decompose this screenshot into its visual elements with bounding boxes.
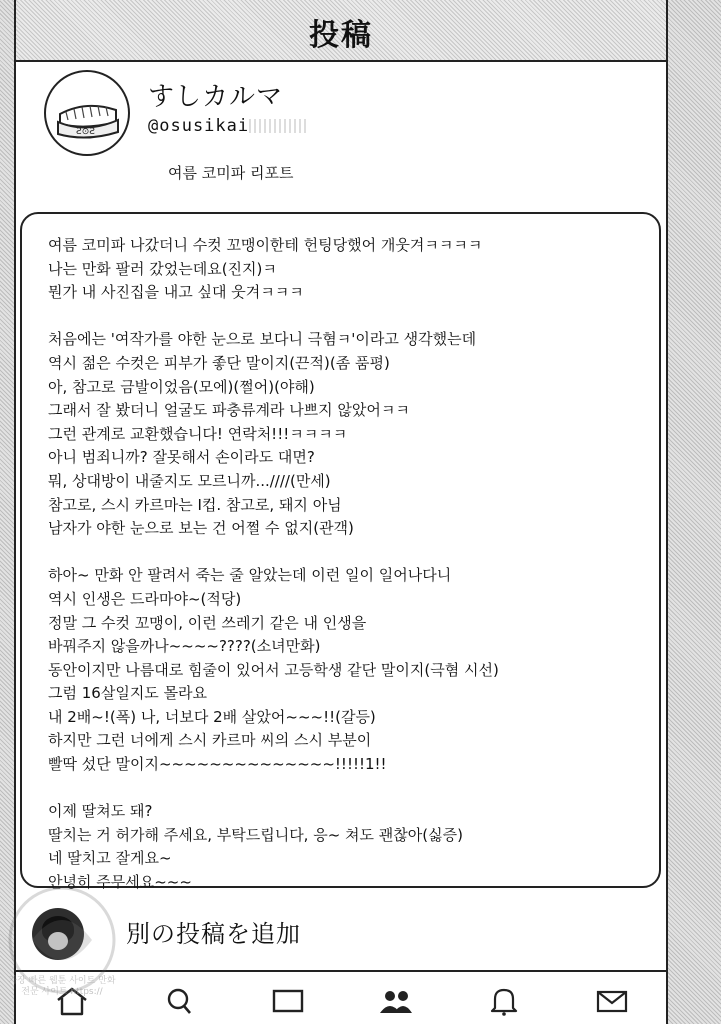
avatar [32,908,84,960]
right-screentone [668,0,721,1024]
post-line: 하아~ 만화 안 팔려서 죽는 줄 알았는데 이런 일이 일어나다니 [48,566,452,585]
user-name[interactable]: すしカルマ [148,82,284,112]
bell-icon[interactable] [486,986,522,1016]
post-line: 네 딸치고 잘게요~ [48,849,172,868]
avatar-face [48,932,68,950]
post-line [48,541,648,565]
handle-text: @osusikai [148,116,250,136]
post-line: 역시 인생은 드라마야~(적당) [48,589,242,608]
post-line: 동안이지만 나름대로 힘줄이 있어서 고등학생 같단 말이지(극혐 시선) [48,660,499,679]
people-icon[interactable] [378,986,414,1016]
post-line [48,305,648,329]
sushi-icon[interactable] [44,70,130,156]
post-summary: 여름 코미파 리포트 [168,164,294,182]
post-line: 안녕히 주무세요~~~ [48,873,192,892]
post-body [48,234,648,895]
post-line: 처음에는 '여작가를 야한 눈으로 보다니 극혐ㅋ'이라고 생각했는데 [48,330,477,349]
post-line: 그런 관계로 교환했습니다! 연락처!!!ㅋㅋㅋㅋ [48,424,348,443]
post-line: 바꿔주지 않을까나~~~~????(소녀만화) [48,637,321,656]
handle-censor [249,119,307,133]
search-icon[interactable] [162,986,198,1016]
post-line: 역시 젊은 수컷은 피부가 좋단 말이지(끈적)(좀 품평) [48,353,390,372]
post-line: 아, 참고로 금발이었음(모에)(쩔어)(야해) [48,377,315,396]
post-line: 여름 코미파 나갔더니 수컷 꼬맹이한테 헌팅당했어 개웃겨ㅋㅋㅋㅋ [48,236,483,254]
post-line: 그래서 잘 봤더니 얼굴도 파충류계라 나쁘지 않았어ㅋㅋ [48,401,410,420]
watermark-text: 가장 빠른 웹툰 사이트 만화 전문 사이트 https:// [8,976,116,997]
post-line [48,777,648,801]
window-icon[interactable] [270,986,306,1016]
phone-screen [14,0,668,1024]
post-line: 딸치는 거 허가해 주세요, 부탁드립니다, 응~ 쳐도 괜찮아(싫증) [48,825,463,844]
user-handle[interactable] [148,116,307,136]
post-line: 빨딱 섰단 말이지~~~~~~~~~~~~~~!!!!!1!! [48,755,387,774]
post-line: 뭔가 내 사진집을 내고 싶대 웃겨ㅋㅋㅋ [48,283,304,302]
add-post-button[interactable]: 別の投稿を追加 [126,920,301,948]
post-line: 내 2배~!(폭) 나, 너보다 2배 살았어~~~!!(갈등) [48,707,376,726]
post-line: 뭐, 상대방이 내줄지도 모르니까...////(만세) [48,471,331,490]
post-line: 아니 범죄니까? 잘못해서 손이라도 대면? [48,448,315,467]
app-header [16,0,666,62]
left-screentone [0,0,14,1024]
post-line: 정말 그 수컷 꼬맹이, 이런 쓰레기 같은 내 인생을 [48,613,367,632]
post-line: 그럼 16살일지도 몰라요 [48,684,208,703]
post-card[interactable] [20,212,661,892]
svg-text:Ƨ⊙Ƨ: Ƨ⊙Ƨ [76,127,95,137]
page-title: 投稿 [309,18,373,53]
post-line: 나는 만화 팔러 갔었는데요(진지)ㅋ [48,259,277,278]
post-line: 참고로, 스시 카르마는 I컵. 참고로, 돼지 아님 [48,495,342,514]
post-line: 남자가 야한 눈으로 보는 건 어쩔 수 없지(관객) [48,519,354,538]
post-line: 하지만 그런 너에게 스시 카르마 씨의 스시 부분이 [48,731,372,750]
post-line: 이제 딸쳐도 돼? [48,802,153,821]
mail-icon[interactable] [594,986,630,1016]
